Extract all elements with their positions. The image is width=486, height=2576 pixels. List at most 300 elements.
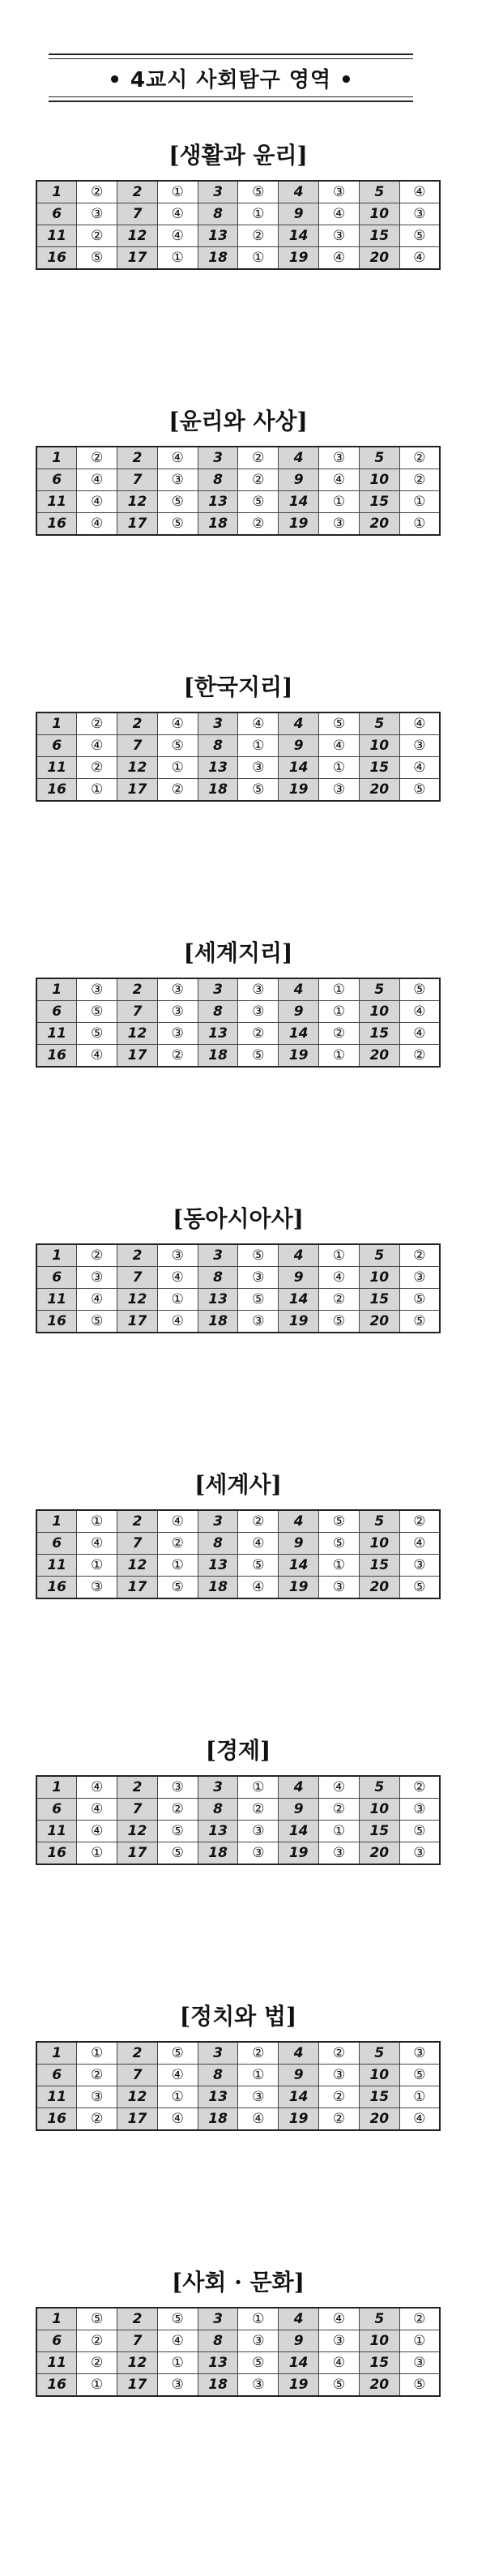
answer-table [36,712,441,802]
answer-choice: ④ [157,1267,198,1289]
answer-choice: ② [238,513,279,536]
question-number: 15 [359,2352,399,2374]
question-number: 19 [279,2108,319,2131]
question-number: 16 [36,247,77,270]
answer-choice: ⑤ [77,1001,117,1023]
table-row [36,2042,440,2065]
answer-choice: ③ [77,2086,117,2108]
answer-choice: ② [157,1799,198,1821]
answer-choice: ① [319,1555,360,1577]
question-number: 6 [36,2330,77,2352]
question-number: 17 [117,2108,158,2131]
answer-choice: ② [77,2330,117,2352]
answer-choice: ④ [77,1799,117,1821]
question-number: 16 [36,513,77,536]
table-row [36,1799,440,1821]
answer-choice: ④ [319,735,360,757]
answer-choice: ④ [157,1311,198,1333]
answer-choice: ③ [319,2065,360,2086]
question-number: 13 [198,225,238,247]
answer-choice: ④ [319,2308,360,2330]
answer-choice: ① [157,2086,198,2108]
answer-choice: ② [319,2086,360,2108]
question-number: 18 [198,247,238,270]
answer-choice: ③ [238,1842,279,1865]
table-row [36,491,440,513]
question-number: 18 [198,1842,238,1865]
question-number: 10 [359,203,399,225]
table-row [36,247,440,270]
question-number: 5 [359,181,399,203]
answer-choice: ② [77,2108,117,2131]
answer-choice: ① [238,1776,279,1799]
question-number: 3 [198,2308,238,2330]
answer-choice: ④ [157,447,198,469]
answer-choice: ② [399,447,440,469]
question-number: 19 [279,247,319,270]
answer-choice: ⑤ [157,1577,198,1599]
answer-choice: ① [238,203,279,225]
answer-choice: ③ [399,1267,440,1289]
question-number: 3 [198,2042,238,2065]
question-number: 13 [198,1555,238,1577]
answer-choice: ③ [399,203,440,225]
question-number: 8 [198,735,238,757]
answer-choice: ⑤ [157,513,198,536]
answer-choice: ② [319,1289,360,1311]
answer-choice: ⑤ [319,712,360,735]
table-row [36,757,440,779]
answer-section [36,670,441,802]
question-number: 18 [198,513,238,536]
answer-choice: ③ [238,978,279,1001]
question-number: 14 [279,1555,319,1577]
table-row [36,203,440,225]
question-number: 14 [279,2086,319,2108]
answer-choice: ② [77,2065,117,2086]
question-number: 19 [279,513,319,536]
answer-choice: ⑤ [157,735,198,757]
answer-choice: ② [77,447,117,469]
answer-choice: ① [319,1244,360,1267]
question-number: 18 [198,1577,238,1599]
question-number: 1 [36,2042,77,2065]
answer-choice: ① [157,1289,198,1311]
question-number: 15 [359,1023,399,1045]
answer-choice: ③ [157,1244,198,1267]
question-number: 15 [359,1821,399,1842]
answer-choice: ④ [77,735,117,757]
answer-choice: ⑤ [399,1311,440,1333]
section-title: [동아시아사] [173,1205,304,1232]
page-title-banner [49,53,413,102]
question-number: 11 [36,491,77,513]
question-number: 19 [279,1311,319,1333]
question-number: 8 [198,2330,238,2352]
answer-choice: ① [319,978,360,1001]
answer-choice: ① [399,2086,440,2108]
question-number: 17 [117,513,158,536]
question-number: 13 [198,1289,238,1311]
answer-choice: ④ [157,203,198,225]
question-number: 17 [117,779,158,802]
answer-choice: ③ [238,1267,279,1289]
question-number: 3 [198,447,238,469]
answer-choice: ① [399,2330,440,2352]
answer-choice: ① [319,1821,360,1842]
answer-choice: ③ [399,1799,440,1821]
answer-choice: ④ [157,1510,198,1533]
answer-choice: ② [319,1023,360,1045]
question-number: 3 [198,1776,238,1799]
question-number: 1 [36,1244,77,1267]
answer-choice: ③ [157,1001,198,1023]
answer-choice: ④ [157,225,198,247]
question-number: 16 [36,779,77,802]
answer-choice: ① [157,247,198,270]
question-number: 5 [359,2308,399,2330]
question-number: 4 [279,2308,319,2330]
question-number: 12 [117,1555,158,1577]
answer-choice: ⑤ [77,247,117,270]
question-number: 20 [359,779,399,802]
question-number: 2 [117,1510,158,1533]
question-number: 6 [36,2065,77,2086]
answer-choice: ② [399,2308,440,2330]
question-number: 10 [359,735,399,757]
question-number: 5 [359,1510,399,1533]
answer-choice: ⑤ [157,491,198,513]
answer-choice: ② [319,2108,360,2131]
question-number: 9 [279,1533,319,1555]
question-number: 2 [117,1244,158,1267]
answer-choice: ⑤ [238,1244,279,1267]
question-number: 19 [279,1842,319,1865]
answer-choice: ② [238,1510,279,1533]
question-number: 4 [279,1776,319,1799]
answer-choice: ③ [319,181,360,203]
question-number: 6 [36,469,77,491]
table-row [36,1001,440,1023]
question-number: 13 [198,1821,238,1842]
table-row [36,1510,440,1533]
answer-choice: ⑤ [399,1577,440,1599]
question-number: 6 [36,1533,77,1555]
question-number: 11 [36,1023,77,1045]
answer-choice: ③ [319,225,360,247]
question-number: 15 [359,491,399,513]
answer-choice: ① [157,181,198,203]
question-number: 8 [198,1267,238,1289]
question-number: 1 [36,181,77,203]
answer-section [36,138,441,270]
question-number: 20 [359,2108,399,2131]
question-number: 1 [36,1776,77,1799]
question-number: 12 [117,1023,158,1045]
answer-choice: ① [238,247,279,270]
answer-table [36,180,441,270]
question-number: 16 [36,2374,77,2397]
question-number: 11 [36,1821,77,1842]
question-number: 16 [36,1842,77,1865]
question-number: 19 [279,779,319,802]
question-number: 16 [36,1577,77,1599]
answer-choice: ③ [319,447,360,469]
answer-choice: ① [77,2042,117,2065]
answer-choice: ① [238,735,279,757]
question-number: 6 [36,1799,77,1821]
question-number: 12 [117,491,158,513]
table-row [36,1289,440,1311]
question-number: 13 [198,491,238,513]
answer-choice: ③ [157,1776,198,1799]
table-row [36,181,440,203]
question-number: 10 [359,1001,399,1023]
answer-choice: ④ [157,2330,198,2352]
question-number: 12 [117,2352,158,2374]
table-row [36,712,440,735]
answer-choice: ⑤ [399,779,440,802]
answer-choice: ⑤ [157,2042,198,2065]
question-number: 6 [36,735,77,757]
answer-choice: ② [157,1045,198,1068]
question-number: 16 [36,2108,77,2131]
question-number: 15 [359,225,399,247]
question-number: 14 [279,1821,319,1842]
answer-choice: ④ [238,2108,279,2131]
question-number: 10 [359,2065,399,2086]
question-number: 5 [359,447,399,469]
answer-choice: ② [77,757,117,779]
answer-choice: ④ [77,491,117,513]
answer-choice: ⑤ [238,1289,279,1311]
table-row [36,1533,440,1555]
answer-choice: ④ [399,2108,440,2131]
question-number: 1 [36,447,77,469]
question-number: 18 [198,779,238,802]
question-number: 17 [117,1577,158,1599]
table-row [36,2065,440,2086]
answer-choice: ① [319,1001,360,1023]
table-row [36,735,440,757]
answer-choice: ⑤ [238,1045,279,1068]
table-row [36,1577,440,1599]
question-number: 3 [198,978,238,1001]
table-row [36,513,440,536]
table-row [36,2108,440,2131]
table-row [36,225,440,247]
answer-choice: ① [319,757,360,779]
question-number: 9 [279,2065,319,2086]
answer-choice: ② [399,1776,440,1799]
question-number: 16 [36,1045,77,1068]
question-number: 12 [117,225,158,247]
answer-choice: ② [238,447,279,469]
answer-choice: ④ [319,1267,360,1289]
question-number: 11 [36,2352,77,2374]
answer-choice: ④ [319,247,360,270]
question-number: 17 [117,1045,158,1068]
question-number: 18 [198,1311,238,1333]
answer-choice: ① [319,491,360,513]
table-row [36,2330,440,2352]
section-title: [생활과 윤리] [168,142,308,169]
question-number: 7 [117,1533,158,1555]
answer-choice: ③ [399,1842,440,1865]
answer-choice: ⑤ [157,1821,198,1842]
answer-choice: ① [399,491,440,513]
answer-choice: ② [319,1799,360,1821]
answer-choice: ⑤ [238,2352,279,2374]
question-number: 4 [279,978,319,1001]
answer-choice: ③ [238,2330,279,2352]
question-number: 19 [279,1577,319,1599]
question-number: 15 [359,1555,399,1577]
answer-choice: ② [77,181,117,203]
question-number: 6 [36,1267,77,1289]
answer-choice: ④ [399,181,440,203]
answer-choice: ③ [319,513,360,536]
answer-choice: ③ [77,1577,117,1599]
answer-choice: ④ [319,2352,360,2374]
question-number: 10 [359,1799,399,1821]
table-row [36,1244,440,1267]
question-number: 20 [359,1311,399,1333]
question-number: 13 [198,757,238,779]
question-number: 14 [279,1289,319,1311]
question-number: 14 [279,757,319,779]
question-number: 12 [117,2086,158,2108]
section-title: [한국지리] [183,674,293,700]
answer-choice: ⑤ [238,491,279,513]
question-number: 8 [198,203,238,225]
answer-choice: ② [399,1045,440,1068]
answer-choice: ④ [319,203,360,225]
answer-choice: ⑤ [157,2308,198,2330]
question-number: 20 [359,1045,399,1068]
table-row [36,469,440,491]
table-row [36,447,440,469]
answer-choice: ③ [238,1001,279,1023]
question-number: 5 [359,978,399,1001]
table-row [36,2374,440,2397]
question-number: 8 [198,1533,238,1555]
question-number: 3 [198,1510,238,1533]
answer-choice: ③ [157,1023,198,1045]
answer-choice: ⑤ [399,2374,440,2397]
question-number: 14 [279,1023,319,1045]
answer-choice: ② [238,2042,279,2065]
question-number: 8 [198,2065,238,2086]
answer-choice: ② [319,2042,360,2065]
answer-choice: ③ [399,2042,440,2065]
question-number: 11 [36,1289,77,1311]
answer-choice: ⑤ [319,1533,360,1555]
answer-choice: ④ [399,247,440,270]
answer-choice: ③ [319,779,360,802]
question-number: 9 [279,203,319,225]
table-row [36,779,440,802]
question-number: 9 [279,1001,319,1023]
answer-choice: ⑤ [238,181,279,203]
answer-choice: ③ [238,2086,279,2108]
question-number: 5 [359,712,399,735]
answer-choice: ⑤ [399,1289,440,1311]
question-number: 17 [117,2374,158,2397]
question-number: 14 [279,2352,319,2374]
answer-choice: ③ [238,757,279,779]
question-number: 14 [279,225,319,247]
answer-section [36,1201,441,1333]
answer-choice: ③ [157,978,198,1001]
answer-choice: ④ [77,1533,117,1555]
answer-choice: ② [238,469,279,491]
answer-choice: ④ [238,1577,279,1599]
question-number: 11 [36,757,77,779]
question-number: 7 [117,2330,158,2352]
table-row [36,1821,440,1842]
answer-choice: ③ [319,2330,360,2352]
answer-choice: ② [399,1244,440,1267]
question-number: 13 [198,2352,238,2374]
question-number: 1 [36,2308,77,2330]
question-number: 13 [198,2086,238,2108]
answer-choice: ④ [238,1533,279,1555]
question-number: 6 [36,1001,77,1023]
table-row [36,2308,440,2330]
answer-section [36,1733,441,1865]
question-number: 11 [36,1555,77,1577]
question-number: 3 [198,181,238,203]
answer-choice: ① [157,2352,198,2374]
question-number: 18 [198,1045,238,1068]
answer-choice: ① [77,779,117,802]
answer-choice: ④ [77,469,117,491]
section-title: [정치와 법] [179,2003,297,2030]
answer-choice: ④ [157,712,198,735]
question-number: 10 [359,2330,399,2352]
question-number: 18 [198,2108,238,2131]
answer-choice: ③ [238,2374,279,2397]
question-number: 6 [36,203,77,225]
question-number: 4 [279,1510,319,1533]
question-number: 9 [279,735,319,757]
question-number: 5 [359,1776,399,1799]
question-number: 8 [198,469,238,491]
question-number: 19 [279,1045,319,1068]
answer-table [36,978,441,1068]
answer-choice: ④ [238,712,279,735]
question-number: 11 [36,225,77,247]
answer-choice: ④ [399,757,440,779]
answer-choice: ⑤ [77,1023,117,1045]
answer-table [36,2307,441,2397]
question-number: 10 [359,1267,399,1289]
answer-section [36,2265,441,2397]
answer-table [36,1775,441,1865]
question-number: 20 [359,513,399,536]
answer-choice: ⑤ [238,779,279,802]
answer-section [36,404,441,536]
question-number: 17 [117,1842,158,1865]
answer-choice: ③ [77,978,117,1001]
question-number: 17 [117,1311,158,1333]
question-number: 12 [117,757,158,779]
answer-choice: ⑤ [238,1555,279,1577]
question-number: 16 [36,1311,77,1333]
question-number: 10 [359,469,399,491]
question-number: 20 [359,1577,399,1599]
